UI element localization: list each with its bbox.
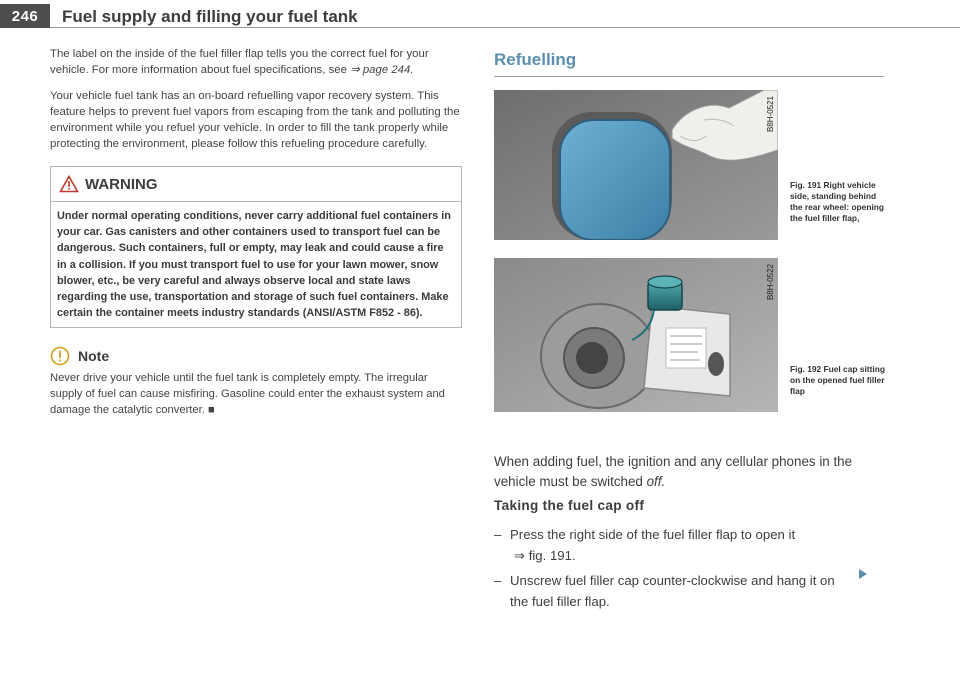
right-column — [494, 46, 886, 609]
warning-title: WARNING — [85, 175, 158, 193]
continue-arrow-icon — [858, 568, 868, 580]
step-text-line: Press the right side of the fuel filler flap to open it — [510, 527, 796, 542]
figure-reference-link[interactable]: ⇒ fig. 191. — [514, 548, 576, 563]
refuel-intro — [494, 452, 886, 492]
fuel-cap-illustration — [494, 258, 778, 412]
warning-text: Under normal operating conditions, never carry additional fuel containers in your car. Gas canisters and other containers used to transport fuel can be dangerous. Such containers, full or empty, may leak and could cause a fire in a collision. If you must transport fuel to use for your lawn mower, snow blower, etc., be very careful and always observe local and state laws regarding the use, transportation and storage of such fuel containers. Make certain the container meets industry standards (ANSI/ASTM F852 - 86). — [57, 210, 451, 320]
chapter-title: Fuel supply and filling your fuel tank — [62, 7, 358, 26]
figure-192 — [494, 258, 778, 412]
note-header — [50, 346, 461, 366]
page-number: 246 — [0, 4, 50, 28]
step-text-line: the fuel filler flap. — [510, 594, 610, 609]
vapor-recovery-paragraph: Your vehicle fuel tank has an on-board refuelling vapor recovery system. This feature helps to prevent fuel vapors from escaping from the tank and polluting the environment while you refuel your vehicle. In order to fill the tank properly while protecting the environment, please follow this refueling procedure carefully. — [50, 90, 460, 150]
step-dash: – — [494, 527, 502, 542]
step-dash: – — [494, 573, 502, 588]
figure-code: B8H-0522 — [766, 264, 775, 301]
subheading: Taking the fuel cap off — [494, 498, 645, 513]
note-text: Never drive your vehicle until the fuel tank is completely empty. The irregular supply of fuel can cause misfiring. Gasoline could enter the exhaust system and damage the catalytic converter. ■ — [50, 372, 445, 417]
step-text — [510, 524, 884, 566]
figure-code: B8H-0521 — [766, 96, 775, 133]
warning-header — [51, 167, 461, 202]
intro-paragraph — [50, 46, 461, 78]
step-text — [510, 570, 884, 612]
refuel-intro-text: When adding fuel, the ignition and any cellular phones in the vehicle must be switched — [494, 454, 853, 489]
page-reference-link[interactable]: ⇒ page 244. — [350, 64, 414, 76]
fuel-filler-flap-illustration — [494, 90, 778, 240]
page-header — [0, 0, 960, 32]
section-title: Refuelling — [494, 50, 577, 69]
figure-191 — [494, 90, 778, 240]
header-rule — [50, 27, 960, 28]
left-column — [50, 46, 461, 418]
figure-192-caption: Fig. 192 Fuel cap sitting on the opened fuel filler flap — [790, 364, 885, 396]
section-rule — [494, 76, 884, 77]
warning-triangle-icon — [59, 175, 79, 193]
intro-text: The label on the inside of the fuel filler flap tells you the correct fuel for your vehicle. For more information about fuel specifications, see — [50, 48, 429, 76]
refuel-intro-emphasis: off. — [646, 474, 666, 489]
step-text-line: Unscrew fuel filler cap counter-clockwise and hang it on — [510, 573, 835, 588]
note-title: Note — [78, 348, 110, 365]
warning-box — [50, 166, 462, 328]
note-circle-icon — [50, 346, 70, 366]
figure-191-caption: Fig. 191 Right vehicle side, standing behind the rear wheel: opening the fuel filler flap, — [790, 180, 885, 223]
